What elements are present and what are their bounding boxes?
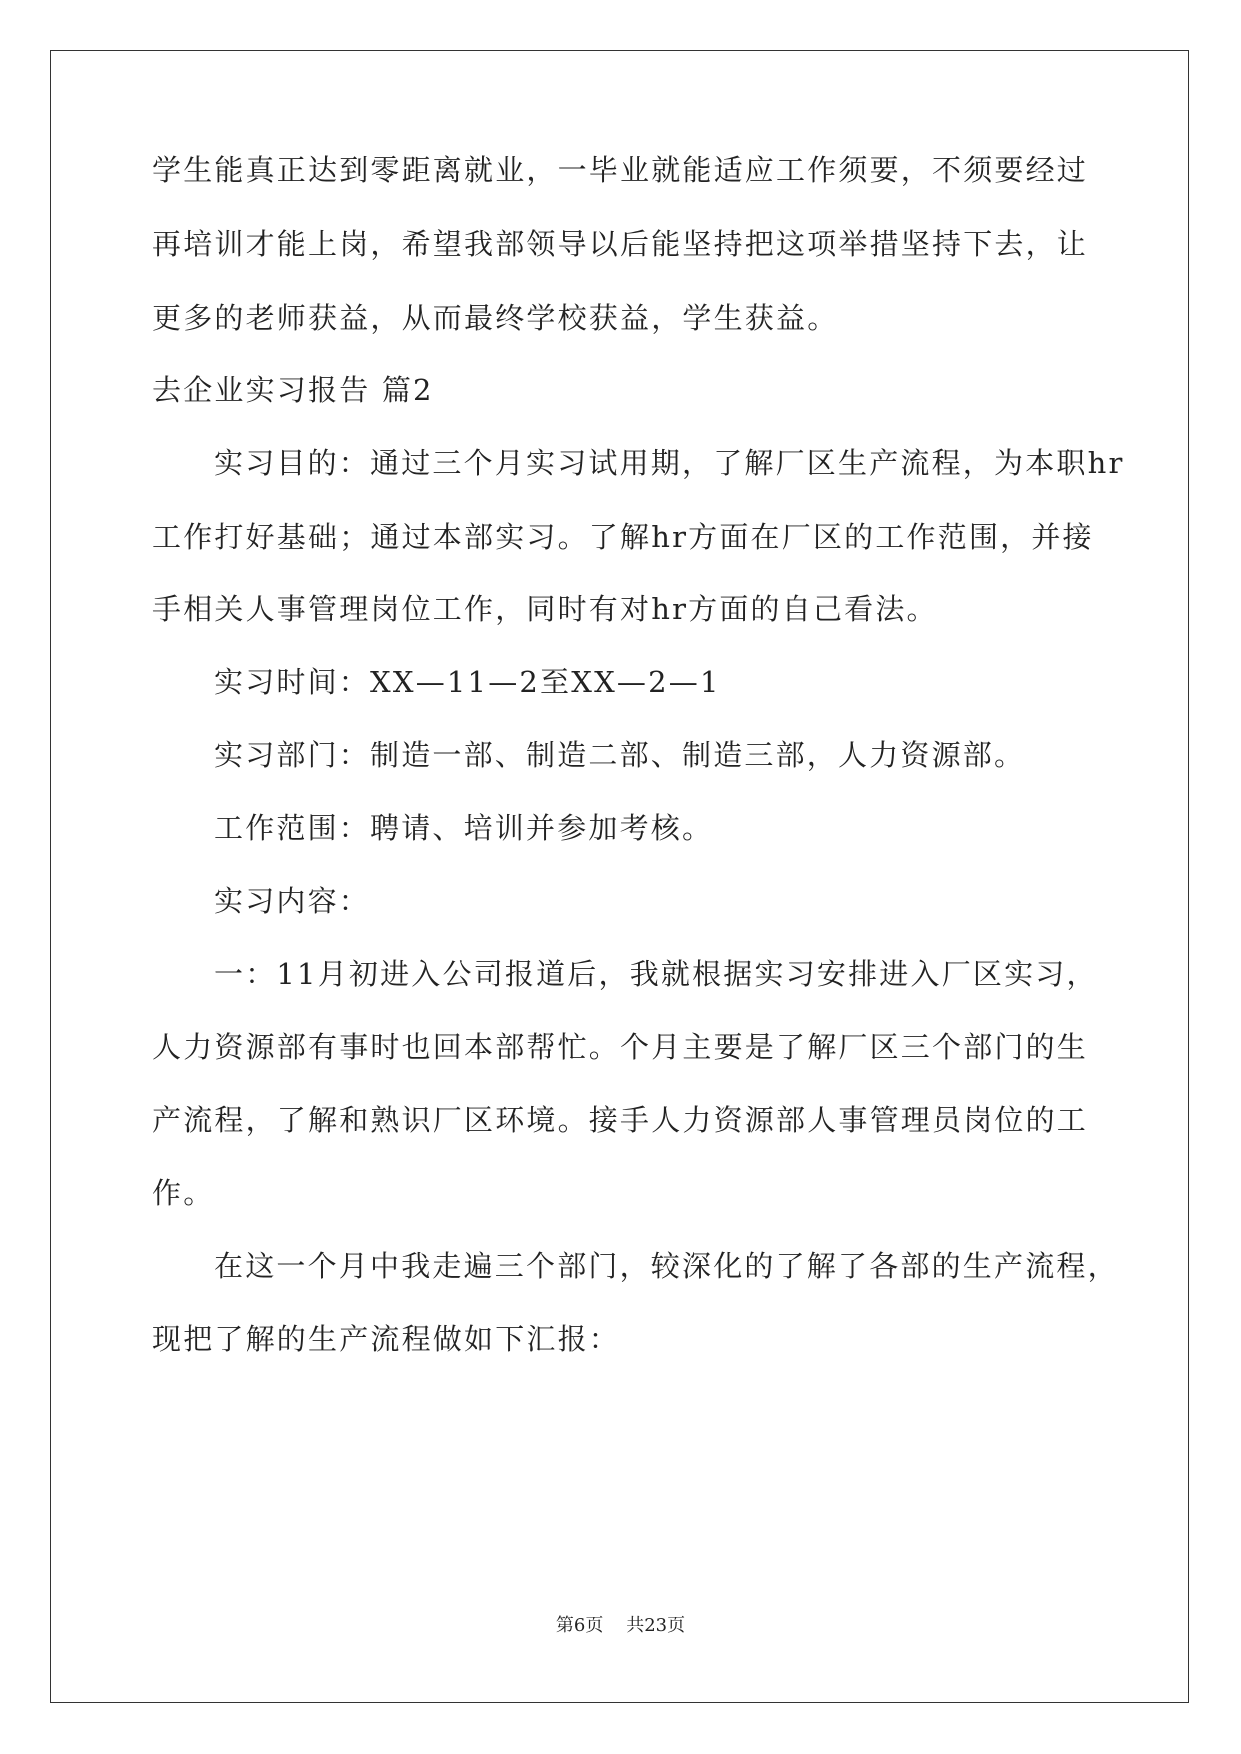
paragraph-line: 作。 [152,1176,215,1210]
paragraph-line: 手相关人事管理岗位工作，同时有对hr方面的自己看法。 [152,592,938,626]
page-footer [0,1614,1241,1638]
page-number: 第6页 共23页 [555,1615,686,1636]
internship-time: 实习时间：XX—11—2至XX—2—1 [214,665,721,699]
paragraph-line: 在这一个月中我走遍三个部门，较深化的了解了各部的生产流程， [214,1249,1119,1283]
section-heading: 去企业实习报告 篇2 [152,373,434,407]
paragraph-line: 现把了解的生产流程做如下汇报： [152,1322,621,1356]
paragraph-line: 人力资源部有事时也回本部帮忙。个月主要是了解厂区三个部门的生 [152,1030,1089,1064]
internship-content-label: 实习内容： [214,884,371,918]
paragraph-line: 工作打好基础；通过本部实习。了解hr方面在厂区的工作范围，并接 [152,520,1094,554]
paragraph-line: 实习目的：通过三个月实习试用期，了解厂区生产流程，为本职hr [214,446,1125,480]
paragraph-line: 学生能真正达到零距离就业，一毕业就能适应工作须要，不须要经过 [152,153,1089,187]
paragraph-line: 更多的老师获益，从而最终学校获益，学生获益。 [152,301,839,335]
internship-department: 实习部门：制造一部、制造二部、制造三部，人力资源部。 [214,738,1026,772]
work-scope: 工作范围：聘请、培训并参加考核。 [214,811,714,845]
paragraph-line: 产流程，了解和熟识厂区环境。接手人力资源部人事管理员岗位的工 [152,1103,1089,1137]
paragraph-line: 再培训才能上岗，希望我部领导以后能坚持把这项举措坚持下去，让 [152,227,1089,261]
paragraph-line: 一：11月初进入公司报道后，我就根据实习安排进入厂区实习， [214,957,1098,991]
